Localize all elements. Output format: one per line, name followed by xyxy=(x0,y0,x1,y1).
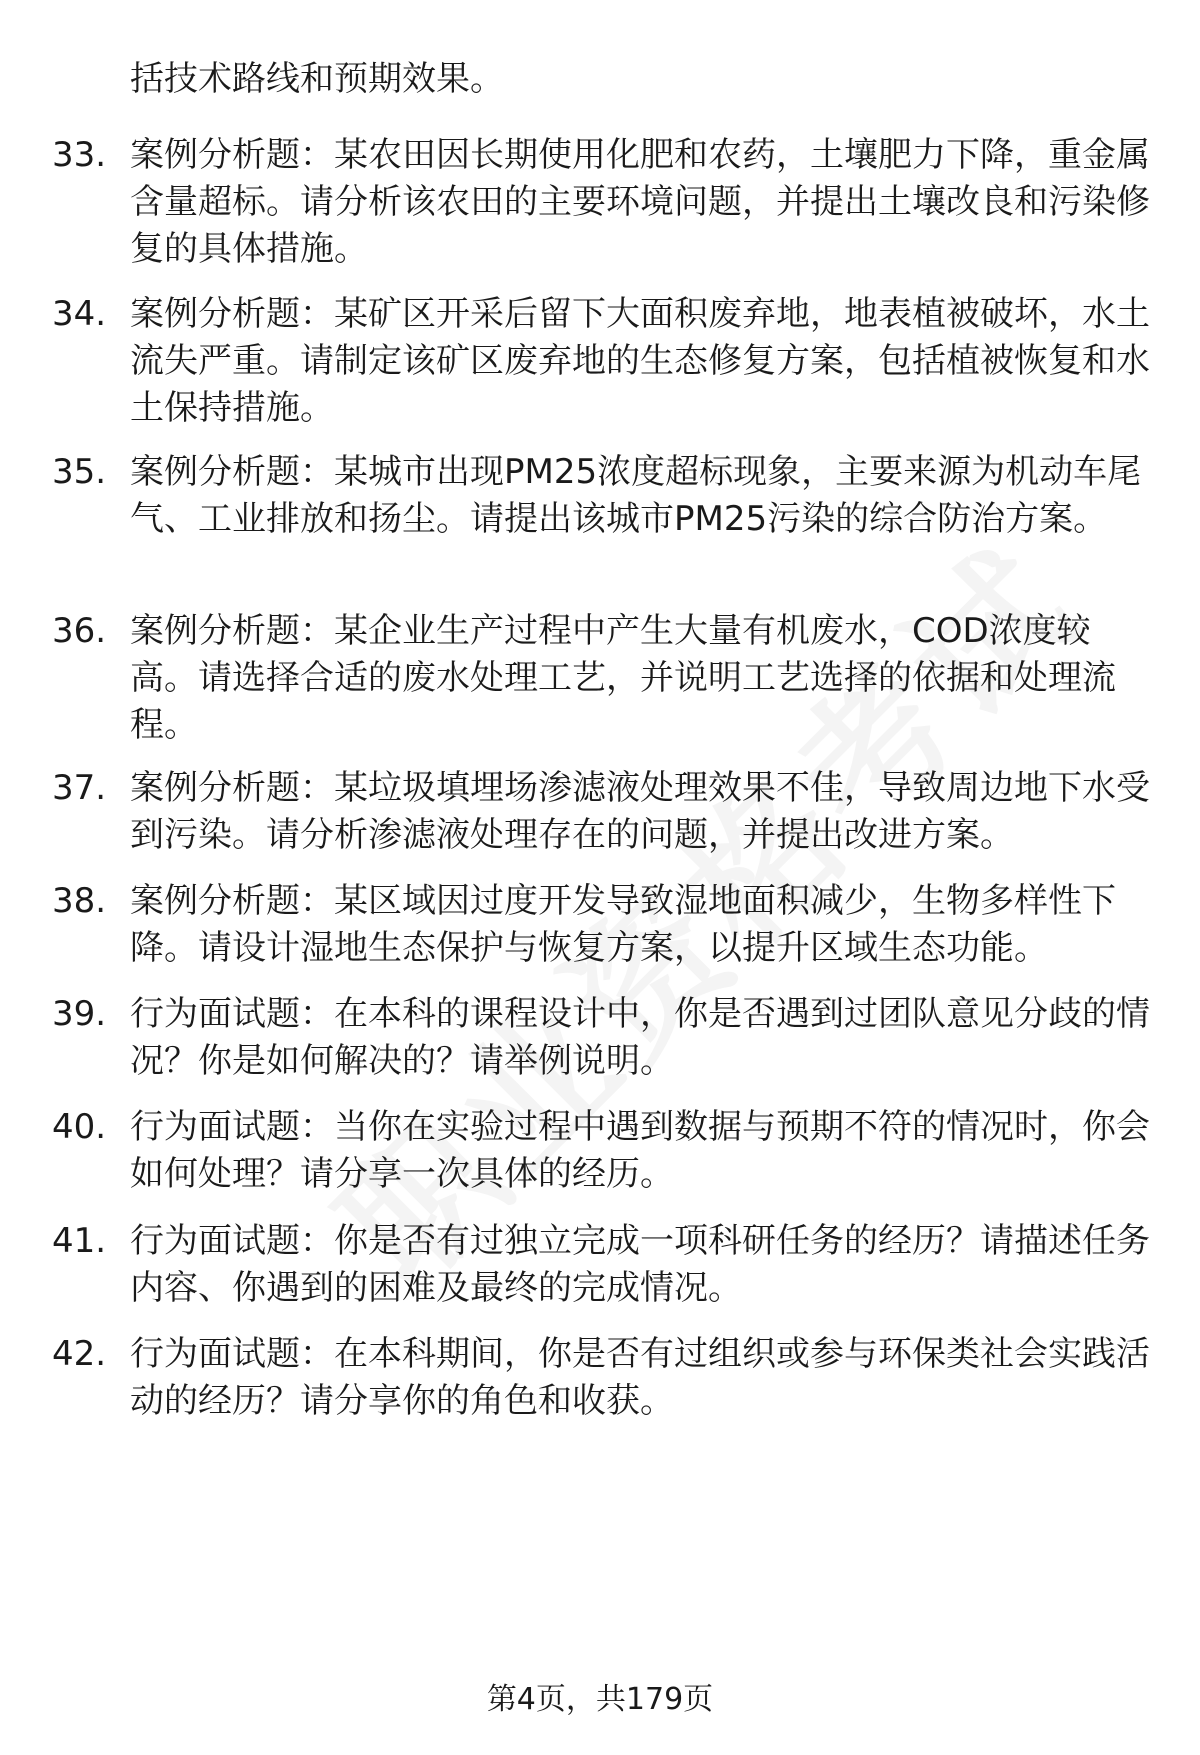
list-item xyxy=(52,1104,1162,1198)
list-item xyxy=(52,608,1162,749)
item-text: 行为面试题：在本科的课程设计中，你是否遇到过团队意见分歧的情况？你是如何解决的？请举例说明。 xyxy=(130,994,1150,1081)
item-text: 行为面试题：当你在实验过程中遇到数据与预期不符的情况时，你会如何处理？请分享一次具体的经历。 xyxy=(130,1107,1150,1194)
item-number: 42. xyxy=(52,1334,107,1374)
item-number: 37. xyxy=(52,768,107,808)
item-number: 34. xyxy=(52,294,107,334)
item-number: 35. xyxy=(52,452,107,492)
item-number: 38. xyxy=(52,881,107,921)
item-text: 行为面试题：你是否有过独立完成一项科研任务的经历？请描述任务内容、你遇到的困难及最终的完成情况。 xyxy=(130,1221,1150,1308)
list-item xyxy=(52,1331,1162,1425)
page-number: 第4页，共179页 xyxy=(486,1682,714,1717)
item-number: 36. xyxy=(52,611,107,651)
item-text: 案例分析题：某垃圾填埋场渗滤液处理效果不佳，导致周边地下水受到污染。请分析渗滤液处理存在的问题，并提出改进方案。 xyxy=(130,768,1150,855)
list-item xyxy=(52,1218,1162,1312)
list-item xyxy=(52,449,1162,543)
list-item xyxy=(52,878,1162,972)
item-number: 39. xyxy=(52,994,107,1034)
item-text: 案例分析题：某区域因过度开发导致湿地面积减少，生物多样性下降。请设计湿地生态保护与恢复方案，以提升区域生态功能。 xyxy=(130,881,1116,968)
list-item xyxy=(52,991,1162,1085)
item-text: 行为面试题：在本科期间，你是否有过组织或参与环保类社会实践活动的经历？请分享你的角色和收获。 xyxy=(130,1334,1150,1421)
item-text: 案例分析题：某企业生产过程中产生大量有机废水，COD浓度较高。请选择合适的废水处理工艺，并说明工艺选择的依据和处理流程。 xyxy=(130,611,1116,745)
list-item xyxy=(52,132,1162,273)
item-number: 40. xyxy=(52,1107,107,1147)
list-item xyxy=(52,291,1162,432)
list-item xyxy=(52,765,1162,859)
item-text: 案例分析题：某矿区开采后留下大面积废弃地，地表植被破坏，水土流失严重。请制定该矿区废弃地的生态修复方案，包括植被恢复和水土保持措施。 xyxy=(130,294,1150,428)
item-number: 33. xyxy=(52,135,107,175)
item-text: 案例分析题：某城市出现PM25浓度超标现象，主要来源为机动车尾气、工业排放和扬尘。请提出该城市PM25污染的综合防治方案。 xyxy=(130,452,1142,539)
continued-text: 括技术路线和预期效果。 xyxy=(130,59,504,99)
item-text: 案例分析题：某农田因长期使用化肥和农药，土壤肥力下降，重金属含量超标。请分析该农田的主要环境问题，并提出土壤改良和污染修复的具体措施。 xyxy=(130,135,1150,269)
item-number: 41. xyxy=(52,1221,107,1261)
